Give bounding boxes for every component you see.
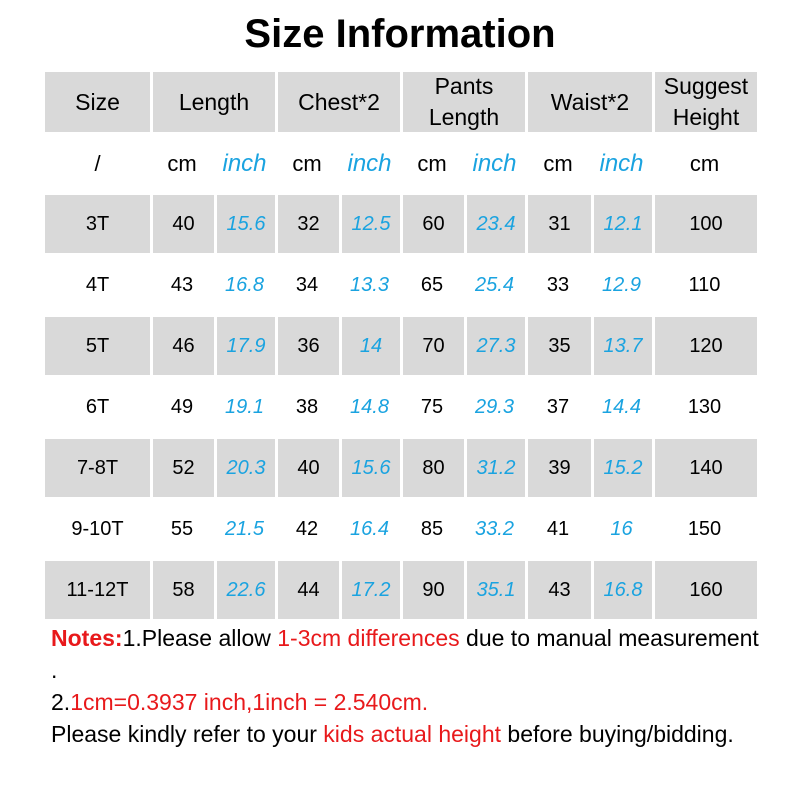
table-cell: 130 <box>687 395 722 418</box>
note-line-2 <box>51 686 771 718</box>
header-pants-length <box>400 72 525 132</box>
table-cell: 65 <box>420 273 444 296</box>
table-cell: 110 <box>688 273 721 296</box>
table-cell: 14.8 <box>350 395 389 418</box>
header-suggest-line1: Suggest <box>663 73 749 99</box>
table-row <box>45 195 757 253</box>
unit-cell: inch <box>347 149 392 177</box>
table-cell: 15.6 <box>214 195 275 253</box>
note-highlight: kids actual height <box>323 721 502 747</box>
note-text: 2. <box>51 689 71 715</box>
table-cell: 39 <box>525 439 591 497</box>
table-cell: 52 <box>150 439 214 497</box>
table-cell: 35.1 <box>464 561 525 619</box>
note-text: 1.Please allow <box>122 625 278 651</box>
table-cell: 29.3 <box>475 395 514 418</box>
table-cell: 17.2 <box>339 561 400 619</box>
table-cell: 120 <box>652 317 757 375</box>
header-suggest-height <box>652 72 757 132</box>
table-cell: 17.9 <box>214 317 275 375</box>
table-cell: 80 <box>400 439 464 497</box>
table-row <box>45 561 757 619</box>
table-cell: 75 <box>420 395 444 418</box>
table-cell: 36 <box>275 317 339 375</box>
table-row <box>45 500 757 558</box>
table-cell: 14.4 <box>602 395 641 418</box>
table-cell: 140 <box>652 439 757 497</box>
table-cell: 35 <box>525 317 591 375</box>
table-cell: 16.8 <box>225 273 264 296</box>
header-suggest-line2: Height <box>672 104 740 130</box>
table-cell-size: 7-8T <box>45 439 150 497</box>
table-unit-row <box>45 132 757 195</box>
table-cell: 160 <box>652 561 757 619</box>
table-cell: 32 <box>275 195 339 253</box>
table-cell: 13.3 <box>350 273 389 296</box>
unit-cell: / <box>94 150 101 176</box>
table-cell-size: 6T <box>85 395 110 418</box>
table-cell: 34 <box>295 273 319 296</box>
table-cell: 15.6 <box>339 439 400 497</box>
table-cell: 49 <box>170 395 194 418</box>
table-cell: 70 <box>400 317 464 375</box>
header-size: Size <box>45 72 150 132</box>
table-cell-size: 9-10T <box>71 517 124 540</box>
table-cell-size: 3T <box>45 195 150 253</box>
note-text: due to manual measurement . <box>51 625 759 683</box>
table-cell: 150 <box>687 517 722 540</box>
table-cell-size: 5T <box>45 317 150 375</box>
header-length: Length <box>150 72 275 132</box>
size-table <box>45 72 757 622</box>
table-cell-size: 4T <box>85 273 110 296</box>
table-cell: 25.4 <box>475 273 514 296</box>
header-waist: Waist*2 <box>525 72 652 132</box>
table-header-row <box>45 72 757 132</box>
note-text: Please kindly refer to your <box>51 721 324 747</box>
table-cell: 55 <box>170 517 194 540</box>
table-cell: 12.1 <box>591 195 652 253</box>
table-cell: 37 <box>546 395 570 418</box>
note-highlight: 1-3cm differences <box>277 625 460 651</box>
table-row <box>45 256 757 314</box>
table-cell: 31.2 <box>464 439 525 497</box>
header-pants-line2: Length <box>428 104 500 130</box>
table-cell: 19.1 <box>225 395 264 418</box>
unit-cell: cm <box>417 150 447 176</box>
table-cell: 44 <box>275 561 339 619</box>
table-cell: 43 <box>170 273 194 296</box>
unit-cell: inch <box>222 149 267 177</box>
note-line-1 <box>51 622 771 686</box>
table-cell: 16.4 <box>350 517 389 540</box>
table-cell: 13.7 <box>591 317 652 375</box>
table-cell: 33.2 <box>475 517 514 540</box>
note-text: before buying/bidding. <box>501 721 734 747</box>
header-chest: Chest*2 <box>275 72 400 132</box>
note-line-3 <box>51 718 771 750</box>
table-cell: 90 <box>400 561 464 619</box>
notes-label: Notes: <box>51 625 123 651</box>
unit-cell: cm <box>167 150 197 176</box>
header-pants-line1: Pants <box>434 73 494 99</box>
unit-cell: inch <box>472 149 517 177</box>
table-cell: 43 <box>525 561 591 619</box>
table-cell: 31 <box>525 195 591 253</box>
unit-cell: cm <box>292 150 322 176</box>
table-cell: 12.9 <box>602 273 641 296</box>
table-cell: 15.2 <box>591 439 652 497</box>
table-cell: 27.3 <box>464 317 525 375</box>
table-cell: 100 <box>652 195 757 253</box>
table-row <box>45 317 757 375</box>
table-cell: 20.3 <box>214 439 275 497</box>
table-cell: 42 <box>295 517 319 540</box>
table-cell: 60 <box>400 195 464 253</box>
table-cell: 58 <box>150 561 214 619</box>
table-cell: 41 <box>546 517 570 540</box>
unit-cell: cm <box>689 150 720 176</box>
table-cell: 85 <box>420 517 444 540</box>
table-cell: 38 <box>295 395 319 418</box>
table-cell-size: 11-12T <box>45 561 150 619</box>
table-cell: 21.5 <box>225 517 264 540</box>
table-cell: 12.5 <box>339 195 400 253</box>
unit-cell: inch <box>599 149 644 177</box>
table-cell: 16.8 <box>591 561 652 619</box>
table-cell: 46 <box>150 317 214 375</box>
table-row <box>45 439 757 497</box>
table-row <box>45 378 757 436</box>
table-cell: 40 <box>275 439 339 497</box>
table-cell: 40 <box>150 195 214 253</box>
table-cell: 14 <box>339 317 400 375</box>
notes-section <box>51 622 771 750</box>
table-cell: 33 <box>546 273 570 296</box>
note-highlight: 1cm=0.3937 inch,1inch = 2.540cm. <box>70 689 429 715</box>
table-cell: 22.6 <box>214 561 275 619</box>
table-cell: 16 <box>610 517 633 540</box>
table-cell: 23.4 <box>464 195 525 253</box>
unit-cell: cm <box>543 150 573 176</box>
page-title: Size Information <box>244 12 556 56</box>
